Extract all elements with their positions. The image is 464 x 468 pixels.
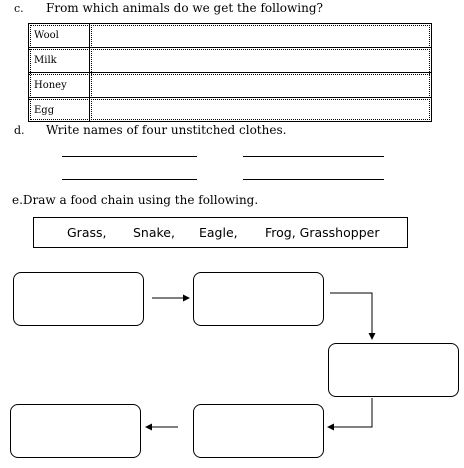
word-snake: Snake, <box>133 225 175 240</box>
table-row-label-wool: Wool <box>34 30 59 41</box>
question-d-text: Write names of four unstitched clothes. <box>46 123 287 137</box>
question-c-label: c. <box>14 2 24 15</box>
question-e-text: e.Draw a food chain using the following. <box>12 193 259 207</box>
table-row-label-honey: Honey <box>34 80 67 91</box>
question-d-label: d. <box>14 124 25 137</box>
table-row-label-milk: Milk <box>34 55 57 66</box>
arrow-down-icon <box>330 293 372 339</box>
word-eagle: Eagle, <box>199 225 238 240</box>
question-c-text: From which animals do we get the following? <box>46 1 323 15</box>
arrow-left-icon <box>328 398 372 427</box>
word-grass: Grass, <box>67 225 107 240</box>
table-row-label-egg: Egg <box>34 105 55 116</box>
word-frog-grasshopper: Frog, Grasshopper <box>265 225 380 240</box>
